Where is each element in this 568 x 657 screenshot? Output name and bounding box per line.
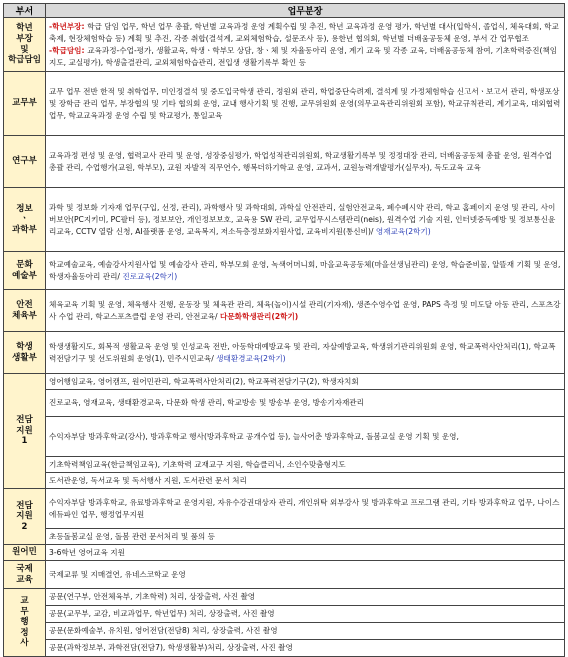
duty-text: 과학 및 정보화 기자재 업무(구입, 선정, 관리), 과학행사 및 과학대회, 과학실 안전관리, 실험안전교육, 폐수폐시약 관리, 학교 홈페이지 운영 및 관리, 사이버보안(PC지키미, PC팔터 등), 정보보안, 개인정보보호, 교육용 SW 관리, 교무업무시스템관리(neis), 원격수업 기술 지원, 인터넷중독예방 및 정보통신윤리교육, CCTV 열람 신청, AI플랫폼 운영, 교육복지, 저소득층정보화지원사업, 교육비지원(통신비)/ — [49, 202, 556, 236]
table-row — [4, 374, 565, 390]
dept-cell: 교무부 — [4, 72, 46, 136]
dept-label-part: 지원 — [16, 511, 33, 522]
header-row — [4, 4, 565, 18]
duty-cell — [46, 332, 565, 374]
highlight-text: 다문화학생관리(2학기) — [220, 311, 299, 321]
duty-cell: 초등돌봄교실 운영, 돌봄 관련 문서처리 및 품의 등 — [46, 529, 565, 545]
dept-cell — [4, 290, 46, 332]
duty-cell: 공문(연구부, 안전체육부, 기초학력) 처리, 상장출력, 사진 촬영 — [46, 589, 565, 606]
dept-label-part: 과학부 — [12, 224, 37, 235]
table-row — [4, 252, 565, 290]
dept-label-part: 학생 — [16, 341, 33, 352]
dept-label-part: 행 — [20, 617, 29, 628]
duty-text: 학생생활지도, 회복적 생활교육 운영 및 인성교육 전반, 아동학대예방교육 및 관리, 자살예방교육, 학생위기관리위원회 운영, 학교폭력사안처리(1), 학교폭력전담기구 및 선도위원회 운영(1), 민주시민교육/ — [49, 341, 556, 363]
dept-label-part: 및 — [20, 44, 29, 55]
table-row — [4, 589, 565, 606]
duty-line — [49, 259, 561, 283]
dept-label-part: 교육 — [16, 574, 33, 585]
dept-cell — [4, 589, 46, 657]
duty-cell: 공문(교무부, 교감, 비교과업무, 학년업무) 처리, 상장출력, 사진 촬영 — [46, 606, 565, 623]
dept-label-part: 무 — [20, 606, 29, 617]
table-row — [4, 390, 565, 417]
dept-label-part: 전담 — [16, 500, 33, 511]
table-row — [4, 529, 565, 545]
highlight-text: -학급담임: — [49, 45, 88, 55]
dept-label-part: 생활부 — [12, 352, 37, 363]
table-row — [4, 417, 565, 457]
dept-cell: 원어민 — [4, 545, 46, 561]
dept-label-part: 정보 — [16, 203, 33, 214]
table-body — [4, 18, 565, 657]
dept-label-part: 2 — [21, 521, 28, 532]
table-row — [4, 473, 565, 489]
duty-cell — [46, 136, 565, 188]
table-row — [4, 457, 565, 473]
dept-cell — [4, 18, 46, 72]
dept-label-part: 지원 — [16, 425, 33, 436]
dept-label-part: 학년 — [16, 23, 33, 34]
table-row — [4, 332, 565, 374]
duty-cell: 공문(과학정보부, 과학전담(전담7), 학생생활부)처리, 상장출력, 사진 촬영 — [46, 640, 565, 657]
table-row — [4, 623, 565, 640]
dept-cell — [4, 332, 46, 374]
highlight-text: -학년부장: — [49, 21, 88, 31]
duty-text: 교무 업무 전반 한적 및 취학업무, 미인정결석 및 중도입국학생 관리, 정원외 관리, 학업중단숙려제, 결석계 및 가정체험학습 신고서ㆍ보고서 관리, 학생포상 및 장학금 관리 업무, 부장협의 및 기타 협의회 운영, 교내 행사기획 및 진행, 교무위원회 운영(의무교육관리위원회 포함), 학교규칙관리, 계기교육, 대외협력업무, 학교교육과정 운영 수립 및 학교평가, 통일교육 — [49, 86, 561, 120]
duty-cell — [46, 188, 565, 252]
duty-text: 학교예술교육, 예술강사지원사업 및 예술강사 관리, 학부모회 운영, 녹색어머니회, 마을교육공동체(마을선생님관리) 운영, 학습준비물, 알뜰재 기획 및 운영, 학생자율동아리 관리/ — [49, 259, 561, 281]
dept-label-part: 학급담임 — [8, 55, 41, 66]
duty-text: 체육교육 기획 및 운영, 체육행사 진행, 운동장 및 체육관 관리, 체육(놀이)시설 관리(기자재), 생존수영수업 운영, PAPS 측정 및 미도달 아동 관리, 스포츠강사 수업 관리, 학교스포츠클럽 운영 관리, 안전교육/ — [49, 299, 561, 321]
duty-cell: 수익자부담 방과후학교, 유료방과후학교 운영지원, 자유수강권대상자 관리, 개인위탁 외부강사 및 방과후학교 프로그램 관리, 기타 방과후학교 업무, 나이스 에듀파인 업무, 행정업무지원 — [46, 489, 565, 529]
duty-cell: 진로교육, 영재교육, 생태환경교육, 다문화 학생 관리, 학교방송 및 방송부 운영, 방송기자재관리 — [46, 390, 565, 417]
dept-cell — [4, 489, 46, 545]
duty-text: 교육과정-수업-평가, 생활교육, 학생ㆍ학부모 상담, 창ㆍ체 및 자율동아리 운영, 계기 교육 및 각종 교육, 더배움공동체 참여, 기초학력증진(책임지도, 교실평가), 학생출결관리, 교외체험학습관리, 전입생 생활기록부 확인 등 — [49, 45, 558, 67]
table-row — [4, 290, 565, 332]
highlight-text: 진로교육(2학기) — [122, 271, 178, 281]
table-row — [4, 188, 565, 252]
dept-label-part: 부장 — [16, 33, 33, 44]
duty-cell: 3-6학년 영어교육 지원 — [46, 545, 565, 561]
table-row — [4, 72, 565, 136]
dept-cell — [4, 374, 46, 489]
table-row — [4, 18, 565, 72]
duty-cell — [46, 18, 565, 72]
duty-line — [49, 341, 561, 365]
dept-label-part: 교 — [20, 595, 29, 606]
duty-cell — [46, 252, 565, 290]
table-row — [4, 606, 565, 623]
duty-cell: 공문(문화예술부, 유치원, 영어전담(전담8) 처리, 상장출력, 사진 촬영 — [46, 623, 565, 640]
dept-label-part: ㆍ — [20, 214, 29, 225]
dept-label-part: 전담 — [16, 415, 33, 426]
duty-text: 교육과정 편성 및 운영, 협력교사 관리 및 운영, 성장중심평가, 학업성적관리위원회, 학교생활기록부 및 정정대장 관리, 더배움공동체 총괄 운영, 원격수업 총괄 관리, 수업행가(교원, 학부모), 교원 자발적 직무연수, 행복더하기학교 운영, 교과서, 교원능력개발평가(실무자), 독도교육 교육 — [49, 150, 552, 172]
table-row — [4, 136, 565, 188]
duty-cell — [46, 290, 565, 332]
duty-cell: 도서관운영, 독서교육 및 독서행사 지원, 도서관련 문서 처리 — [46, 473, 565, 489]
dept-label-part: 안전 — [16, 299, 33, 310]
table-row — [4, 640, 565, 657]
duty-line — [49, 86, 561, 122]
dept-label-part: 정 — [20, 627, 29, 638]
table-row — [4, 545, 565, 561]
duty-line — [49, 45, 561, 69]
dept-label-part: 예술부 — [12, 270, 37, 281]
dept-label-part: 문화 — [16, 259, 33, 270]
duty-cell: 기초학력책임교육(한글책임교육), 기초학력 교재교구 지원, 학습클리닉, 소인수맞춤형지도 — [46, 457, 565, 473]
table-row — [4, 489, 565, 529]
dept-cell — [4, 561, 46, 589]
dept-label-part: 체육부 — [12, 310, 37, 321]
duty-cell: 영어행임교육, 영어캠프, 원어민관리, 학교폭력사안처리(2), 학교폭력전담기구(2), 학생자치회 — [46, 374, 565, 390]
duty-cell — [46, 72, 565, 136]
dept-label-part: 사 — [20, 638, 29, 649]
dept-cell — [4, 188, 46, 252]
duty-cell: 수익자부담 방과후학교(강사), 방과후학교 행사(방과후학교 공개수업 등), 늘사어춘 방과후학교, 돌봄교실 운영 기획 및 운영, — [46, 417, 565, 457]
dept-cell: 연구부 — [4, 136, 46, 188]
table-row — [4, 561, 565, 589]
header-duty: 업무분장 — [46, 4, 565, 18]
duty-line — [49, 202, 561, 238]
duty-line — [49, 150, 561, 174]
highlight-text: 영재교육(2학기) — [375, 226, 431, 236]
duty-line — [49, 21, 561, 45]
dept-cell — [4, 252, 46, 290]
duty-table — [3, 3, 565, 657]
highlight-text: 생태환경교육(2학기) — [216, 353, 286, 363]
dept-label-part: 국제 — [16, 563, 33, 574]
duty-cell: 국제교류 및 지매결연, 유네스코학교 운영 — [46, 561, 565, 589]
duty-line — [49, 299, 561, 323]
dept-label-part: 1 — [21, 436, 28, 447]
duty-text: 학급 담임 업무, 학년 업무 총괄, 학년별 교육과정 운영 계획수립 및 추진, 학년 교육과정 운영 평가, 학년별 대사(입학식, 졸업식, 체육대회, 학교축제, 현장체험학습 등) 계획 및 추진, 각종 취합(결석계, 교외체험학습, 설문조사 등), 용한년 협의회, 학년별 더배움공동체 운영, 부서 간 업무협조 — [49, 21, 559, 43]
header-dept: 부서 — [4, 4, 46, 18]
